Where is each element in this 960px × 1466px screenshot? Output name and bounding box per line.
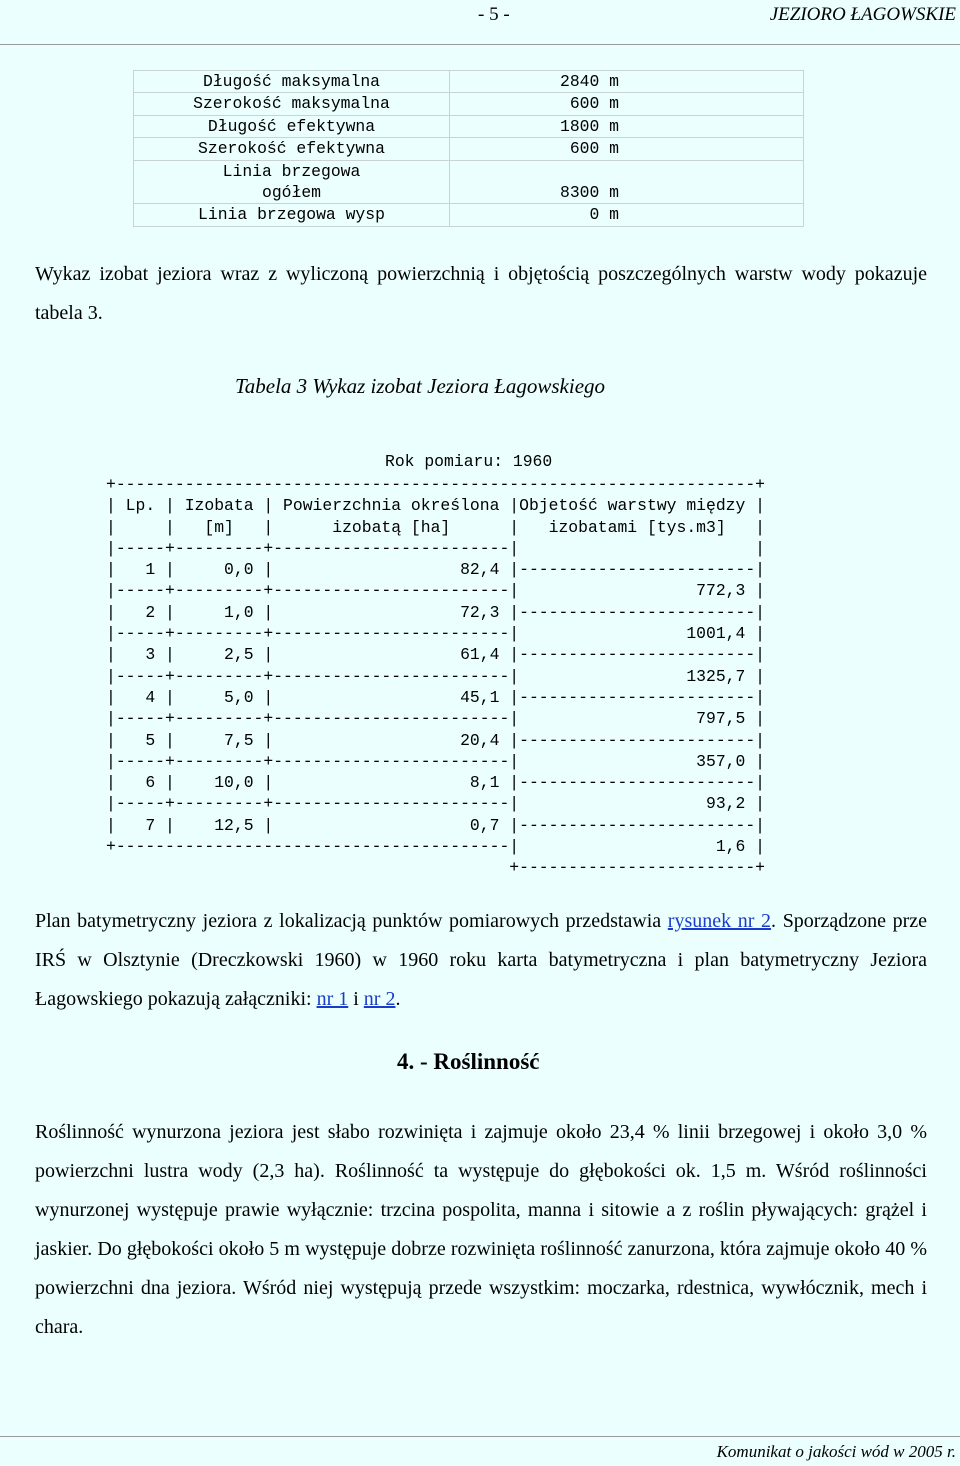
running-title: JEZIORO ŁAGOWSKIE <box>769 4 956 25</box>
plan-text-1: Plan batymetryczny jeziora z lokalizacją punktów pomiarowych przedstawia <box>35 910 668 932</box>
dimension-label: Długość maksymalna <box>134 71 450 93</box>
figure-2-link[interactable]: rysunek nr 2 <box>667 910 772 932</box>
footer-text: Komunikat o jakości wód w 2005 r. <box>716 1442 956 1461</box>
isobath-table: +-----------------------------------------------------------------+ | Lp. | Izobata | Powierzchnia określona |Objetość warstwy między | | | [m] | izobatą [ha] | izobatami [tys.m3] | |-----+---------+------------------------| | | 1 | 0,0 | 82,4 |------------------------| |-----+---------+------------------------| 772,3 | | 2 | 1,0 | 72,3 |------------------------| |-----+---------+------------------------| 1001,4 | | 3 | 2,5 | 61,4 |------------------------| |-----+---------+------------------------| 1325,7 | | 4 | 5,0 | 45,1 |------------------------| |-----+---------+------------------------| 797,5 | | 5 | 7,5 | 20,4 |------------------------| |-----+---------+------------------------| 357,0 | | 6 | 10,0 | 8,1 |------------------------| |-----+---------+------------------------| 93,2 | | 7 | 12,5 | 0,7 |------------------------| +----------------------------------------| 1,6 | +------------------------+ <box>106 475 766 878</box>
dimension-row <box>134 93 804 115</box>
annex-1-link[interactable]: nr 1 <box>316 988 349 1010</box>
dimension-row <box>134 160 804 204</box>
intro-paragraph: Wykaz izobat jeziora wraz z wyliczoną powierzchnią i objętością poszczególnych warstw wody pokazuje tabela 3. <box>35 263 927 324</box>
dimension-label: Długość efektywna <box>134 115 450 137</box>
dimension-row <box>134 204 804 226</box>
dimension-row <box>134 71 804 93</box>
dimension-value: 8300 m <box>450 160 804 204</box>
page-number: - 5 - <box>478 4 510 25</box>
plan-text-2: Sporządzone prze IRŚ w Olsztynie (Dreczkowski 1960) w 1960 roku karta batymetryczna i plan batymetryczny Jeziora Łagowskiego pokazują załączniki: <box>35 910 928 1010</box>
dimension-label: Szerokość efektywna <box>134 138 450 160</box>
table-caption: Tabela 3 Wykaz izobat Jeziora Łagowskiego <box>235 374 606 398</box>
page-footer <box>0 1436 960 1466</box>
plan-and-word: i <box>348 988 364 1010</box>
plan-paragraph <box>35 902 927 1019</box>
dimension-value: 1800 m <box>450 115 804 137</box>
annex-2-link[interactable]: nr 2 <box>363 988 396 1010</box>
lake-dimensions-table <box>133 70 804 227</box>
dimension-label: Szerokość maksymalna <box>134 93 450 115</box>
dimension-label: Linia brzegowa wysp <box>134 204 450 226</box>
dimension-row <box>134 138 804 160</box>
plan-text-1-end: . <box>771 910 777 932</box>
plan-text-end: . <box>395 988 401 1010</box>
dimension-value: 600 m <box>450 93 804 115</box>
section-heading: 4. - Roślinność <box>397 1049 540 1074</box>
dimension-value: 2840 m <box>450 71 804 93</box>
dimension-value: 600 m <box>450 138 804 160</box>
dimension-row <box>134 115 804 137</box>
page-header <box>0 0 960 45</box>
dimension-value: 0 m <box>450 204 804 226</box>
dimension-label: Linia brzegowa ogółem <box>134 160 450 204</box>
survey-year-label: Rok pomiaru: 1960 <box>385 452 553 471</box>
vegetation-paragraph: Roślinność wynurzona jeziora jest słabo rozwinięta i zajmuje około 23,4 % linii brzegowej i około 3,0 % powierzchni lustra wody (2,3 ha). Roślinność ta występuje do głębokości ok. 1,5 m. Wśród roślinności wynurzonej występuje prawie wyłącznie: trzcina pospolita, manna i sitowie a z roślin pływających: grążel i jaskier. Do głębokości około 5 m występuje dobrze rozwinięta roślinność zanurzona, która zajmuje około 40 % powierzchni dna jeziora. Wśród niej występują przede wszystkim: moczarka, rdestnica, wywłócznik, mech i chara. <box>35 1121 927 1338</box>
